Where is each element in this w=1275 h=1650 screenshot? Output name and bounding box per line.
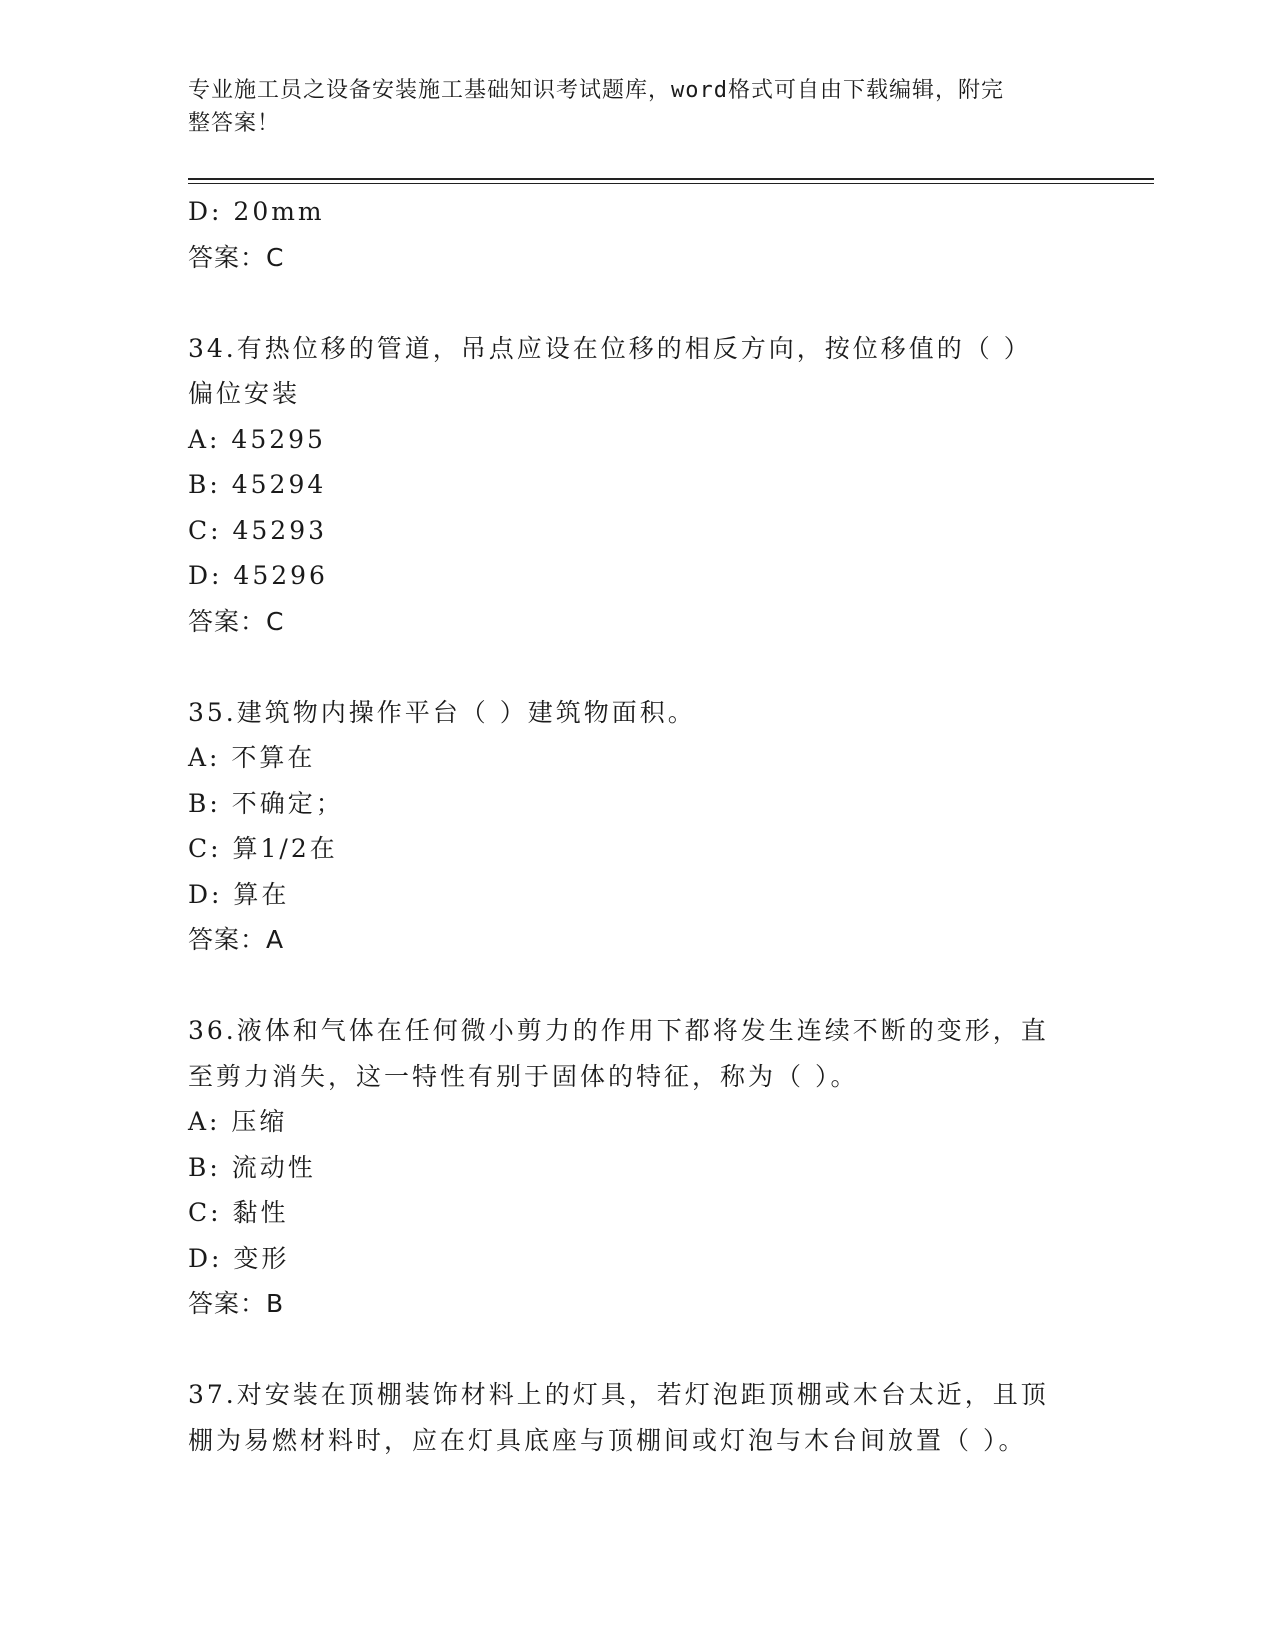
header-line-1: 专业施工员之设备安装施工基础知识考试题库，word格式可自由下载编辑，附完	[188, 78, 1004, 103]
option-d: D: 算在	[188, 879, 290, 909]
header-divider-thin	[188, 183, 1154, 184]
option-a: A: 压缩	[188, 1107, 288, 1136]
answer-line: 答案：A	[188, 925, 285, 954]
question-stem: 34.有热位移的管道，吊点应设在位移的相反方向，按位移值的（ ）	[188, 333, 1032, 363]
question-stem-continued: 棚为易燃材料时，应在灯具底座与顶棚间或灯泡与木台间放置（ ）。	[188, 1425, 1027, 1455]
question-36	[188, 1008, 1088, 1327]
question-35	[188, 690, 1088, 963]
question-34	[188, 326, 1088, 645]
option-b: B: 不确定；	[188, 788, 344, 818]
option-b: B: 流动性	[188, 1152, 316, 1182]
option-b: B: 45294	[188, 470, 327, 499]
document-body	[188, 189, 1088, 1463]
question-stem-continued: 偏位安装	[188, 379, 301, 408]
question-stem-continued: 至剪力消失，这一特性有别于固体的特征，称为（ ）。	[188, 1061, 859, 1091]
question-37	[188, 1372, 1088, 1463]
spacer	[188, 280, 1088, 326]
spacer	[188, 1327, 1088, 1373]
document-header	[188, 74, 1068, 140]
option-a: A: 不算在	[188, 743, 316, 772]
option-d: D: 20mm	[188, 197, 325, 226]
option-d: D: 变形	[188, 1243, 290, 1273]
header-divider	[188, 178, 1154, 180]
question-stem: 36.液体和气体在任何微小剪力的作用下都将发生连续不断的变形，直	[188, 1016, 1049, 1045]
previous-question-tail	[188, 189, 1088, 280]
answer-line: 答案：C	[188, 606, 285, 636]
answer-line: 答案：B	[188, 1289, 285, 1318]
option-c: C: 黏性	[188, 1198, 289, 1227]
spacer	[188, 644, 1088, 690]
question-stem: 35.建筑物内操作平台（ ）建筑物面积。	[188, 697, 696, 727]
option-a: A: 45295	[188, 424, 326, 454]
question-stem: 37.对安装在顶棚装饰材料上的灯具，若灯泡距顶棚或木台太近，且顶	[188, 1380, 1049, 1409]
option-d: D: 45296	[188, 561, 328, 590]
spacer	[188, 963, 1088, 1009]
header-line-2: 整答案！	[188, 111, 281, 136]
option-c: C: 算1/2在	[188, 834, 338, 863]
option-c: C: 45293	[188, 515, 328, 545]
answer-line: 答案：C	[188, 242, 285, 272]
